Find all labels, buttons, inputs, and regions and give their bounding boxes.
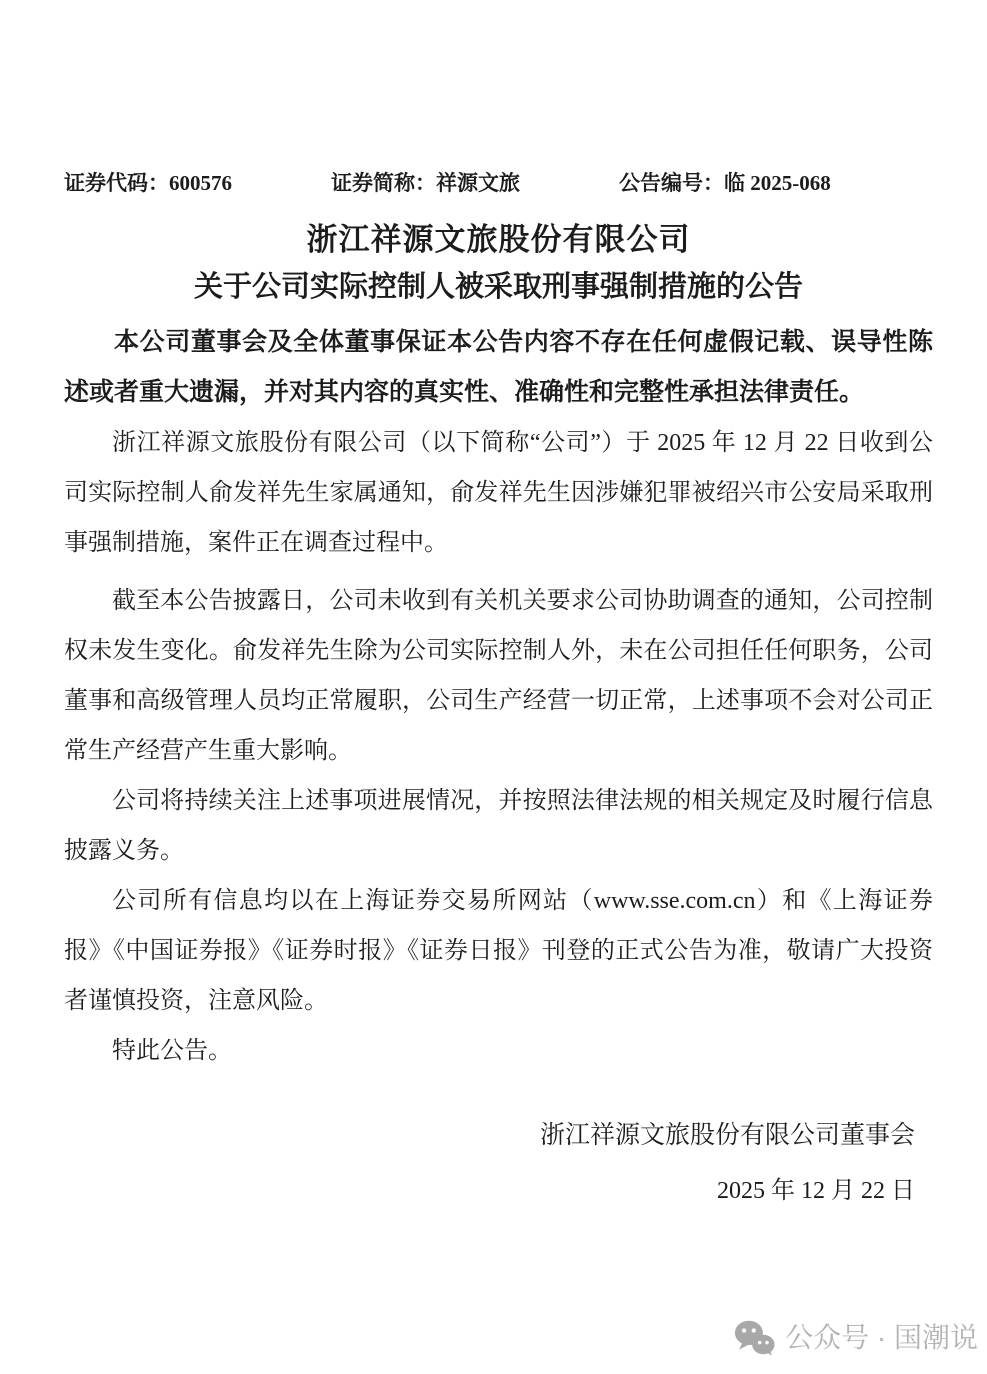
stock-name-value: 祥源文旅 (436, 171, 520, 195)
paragraph-official-media: 公司所有信息均以在上海证券交易所网站（www.sse.com.cn）和《上海证券报》《中国证券报》《证券时报》《证券日报》刊登的正式公告为准，敬请广大投资者谨慎投资，注意风险。 (64, 888, 933, 1014)
signature-company: 浙江祥源文旅股份有限公司董事会 (539, 1122, 915, 1149)
stock-name-field (331, 170, 520, 196)
stock-name-label: 证券简称： (331, 171, 436, 195)
paragraph-notice: 浙江祥源文旅股份有限公司（以下简称“公司”）于 2025 年 12 月 22 日收到公司实际控制人俞发祥先生家属通知，俞发祥先生因涉嫌犯罪被绍兴市公安局采取刑事强制措施，案件正在调查过程中。 (64, 430, 933, 556)
stock-code-field (64, 170, 232, 196)
announcement-number-field (619, 170, 831, 196)
paragraph-closing: 特此公告。 (112, 1038, 232, 1064)
document-header-row (64, 170, 933, 196)
announcement-number-value: 临 2025-068 (724, 171, 831, 195)
company-name-title: 浙江祥源文旅股份有限公司 (306, 222, 691, 257)
announcement-title: 关于公司实际控制人被采取刑事强制措施的公告 (193, 271, 803, 303)
stock-code-value: 600576 (169, 171, 232, 195)
signature-date: 2025 年 12 月 22 日 (717, 1178, 915, 1204)
wechat-icon (734, 1320, 775, 1356)
paragraph-disclosure-obligation: 公司将持续关注上述事项进展情况，并按照法律法规的相关规定及时履行信息披露义务。 (64, 788, 933, 864)
stock-code-label: 证券代码： (64, 171, 169, 195)
board-guarantee-statement: 本公司董事会及全体董事保证本公告内容不存在任何虚假记载、误导性陈述或者重大遗漏，并对其内容的真实性、准确性和完整性承担法律责任。 (64, 329, 933, 406)
watermark-text: 公众号 · 国潮说 (785, 1322, 978, 1353)
announcement-number-label: 公告编号： (619, 171, 724, 195)
signature-block (64, 1121, 933, 1206)
watermark (734, 1320, 978, 1356)
paragraph-impact: 截至本公告披露日，公司未收到有关机关要求公司协助调查的通知，公司控制权未发生变化。俞发祥先生除为公司实际控制人外，未在公司担任任何职务，公司董事和高级管理人员均正常履职，公司生产经营一切正常，上述事项不会对公司正常生产经营产生重大影响。 (64, 588, 933, 764)
